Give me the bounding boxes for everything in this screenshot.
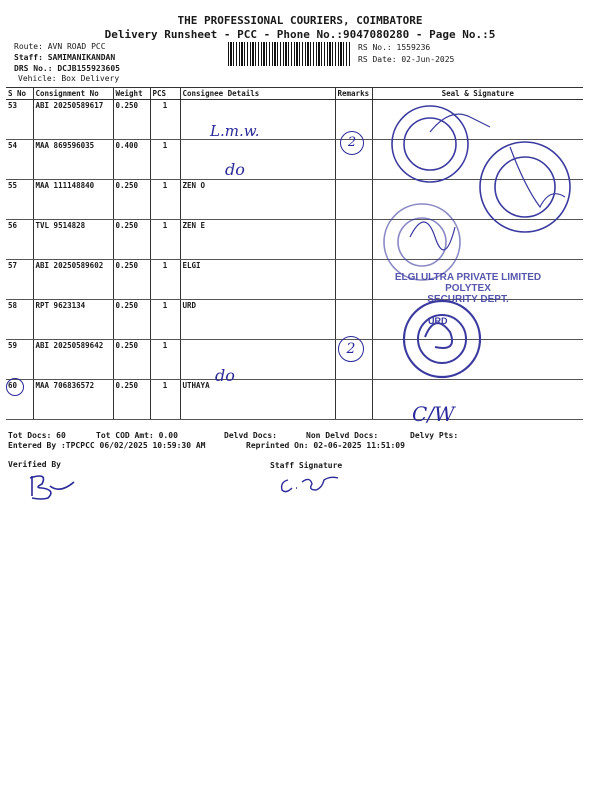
cell-consignee xyxy=(180,140,335,180)
cell-pcs: 1 xyxy=(150,180,180,220)
cell-weight: 0.250 xyxy=(113,180,150,220)
cell-pcs: 1 xyxy=(150,300,180,340)
reprinted-on: Reprinted On: 02-06-2025 11:51:09 xyxy=(246,441,405,450)
cell-weight: 0.250 xyxy=(113,260,150,300)
cell-weight: 0.250 xyxy=(113,300,150,340)
cell-weight: 0.250 xyxy=(113,220,150,260)
verified-signature-icon xyxy=(28,472,78,500)
cell-weight: 0.250 xyxy=(113,100,150,140)
cell-sno: 57 xyxy=(6,260,33,300)
cell-pcs: 1 xyxy=(150,340,180,380)
cell-consignment: MAA 869596035 xyxy=(33,140,113,180)
cell-remarks xyxy=(335,220,372,260)
cell-weight: 0.250 xyxy=(113,340,150,380)
round-stamp-icon xyxy=(480,142,570,232)
drs-label: DRS No.: DCJB155923605 xyxy=(14,64,120,73)
cell-pcs: 1 xyxy=(150,260,180,300)
cell-sno: 53 xyxy=(6,100,33,140)
cell-sno: 54 xyxy=(6,140,33,180)
col-consignee: Consignee Details xyxy=(180,88,335,100)
cell-weight: 0.400 xyxy=(113,140,150,180)
cell-sno: 59 xyxy=(6,340,33,380)
cell-pcs: 1 xyxy=(150,100,180,140)
signature-icon xyxy=(410,222,455,250)
cell-sno: 58 xyxy=(6,300,33,340)
runsheet-subtitle: Delivery Runsheet - PCC - Phone No.:9047080280 - Page No.:5 xyxy=(104,28,496,41)
col-remarks: Remarks xyxy=(335,88,372,100)
remark-circle: 2 xyxy=(338,336,364,362)
rs-date: RS Date: 02-Jun-2025 xyxy=(358,55,455,64)
elgi-stamp-line: SECURITY DEPT. xyxy=(427,294,509,305)
handwritten-do: do xyxy=(225,160,245,179)
col-seal: Seal & Signature xyxy=(372,88,583,100)
verified-by-label: Verified By xyxy=(8,460,61,469)
entered-by: Entered By :TPCPCC 06/02/2025 10:59:30 AM xyxy=(8,441,206,450)
cell-sno: 56 xyxy=(6,220,33,260)
cell-pcs: 1 xyxy=(150,380,180,420)
total-cod: Tot COD Amt: 0.00 xyxy=(96,431,178,440)
cell-remarks xyxy=(335,180,372,220)
cell-consignment: ABI 20250589642 xyxy=(33,340,113,380)
route-label: Route: AVN ROAD PCC xyxy=(14,42,106,51)
cell-pcs: 1 xyxy=(150,220,180,260)
cell-consignment: TVL 9514828 xyxy=(33,220,113,260)
cell-consignment: MAA 111148840 xyxy=(33,180,113,220)
handwritten-do: do xyxy=(215,366,235,385)
elgi-stamp-line: ELGI ULTRA PRIVATE LIMITED xyxy=(394,272,542,283)
urd-stamp-text: URD xyxy=(428,316,448,326)
cell-remarks xyxy=(335,380,372,420)
cell-consignee xyxy=(180,340,335,380)
cell-consignee: ZEN O xyxy=(180,180,335,220)
handwritten-cw: C/W xyxy=(412,402,455,426)
cell-weight: 0.250 xyxy=(113,380,150,420)
col-pcs: PCS xyxy=(150,88,180,100)
cell-consignee: ZEN E xyxy=(180,220,335,260)
non-delivered-docs: Non Delvd Docs: xyxy=(306,431,379,440)
round-stamp-icon xyxy=(384,204,460,280)
staff-label: Staff: SAMIMANIKANDAN xyxy=(14,53,116,62)
cell-sno: 60 xyxy=(6,380,33,420)
cell-pcs: 1 xyxy=(150,140,180,180)
delivered-docs: Delvd Docs: xyxy=(224,431,277,440)
elgi-stamp-line: POLYTEX xyxy=(445,283,491,294)
remark-circle: 2 xyxy=(340,131,364,155)
cell-sno: 55 xyxy=(6,180,33,220)
sno-circle-mark xyxy=(6,378,24,396)
cell-consignment: MAA 706836572 xyxy=(33,380,113,420)
cell-remarks xyxy=(335,300,372,340)
barcode xyxy=(228,42,350,66)
seal-stamps-graphic xyxy=(370,92,585,432)
cell-consignment: ABI 20250589602 xyxy=(33,260,113,300)
col-sno: S No xyxy=(6,88,33,100)
company-title: THE PROFESSIONAL COURIERS, COIMBATORE xyxy=(177,14,423,27)
elgi-rect-stamp xyxy=(378,272,558,305)
cell-consignment: RPT 9623134 xyxy=(33,300,113,340)
staff-signature-label: Staff Signature xyxy=(270,461,343,470)
round-stamp-icon xyxy=(404,301,480,377)
vehicle-label: Vehicle: Box Delivery xyxy=(18,74,120,83)
cell-consignee: ELGI xyxy=(180,260,335,300)
cell-consignment: ABI 20250589617 xyxy=(33,100,113,140)
cell-remarks xyxy=(335,260,372,300)
handwritten-lmw: L.m.w. xyxy=(210,122,260,140)
col-weight: Weight xyxy=(113,88,150,100)
col-consignment: Consignment No xyxy=(33,88,113,100)
total-docs: Tot Docs: 60 xyxy=(8,431,66,440)
rs-number: RS No.: 1559236 xyxy=(358,43,431,52)
signature-icon xyxy=(430,114,490,132)
delivery-points: Delvy Pts: xyxy=(410,431,459,440)
staff-signature-icon xyxy=(278,472,348,496)
signature-icon xyxy=(425,323,452,348)
cell-consignee: URD xyxy=(180,300,335,340)
cell-consignee: UTHAYA xyxy=(180,380,335,420)
